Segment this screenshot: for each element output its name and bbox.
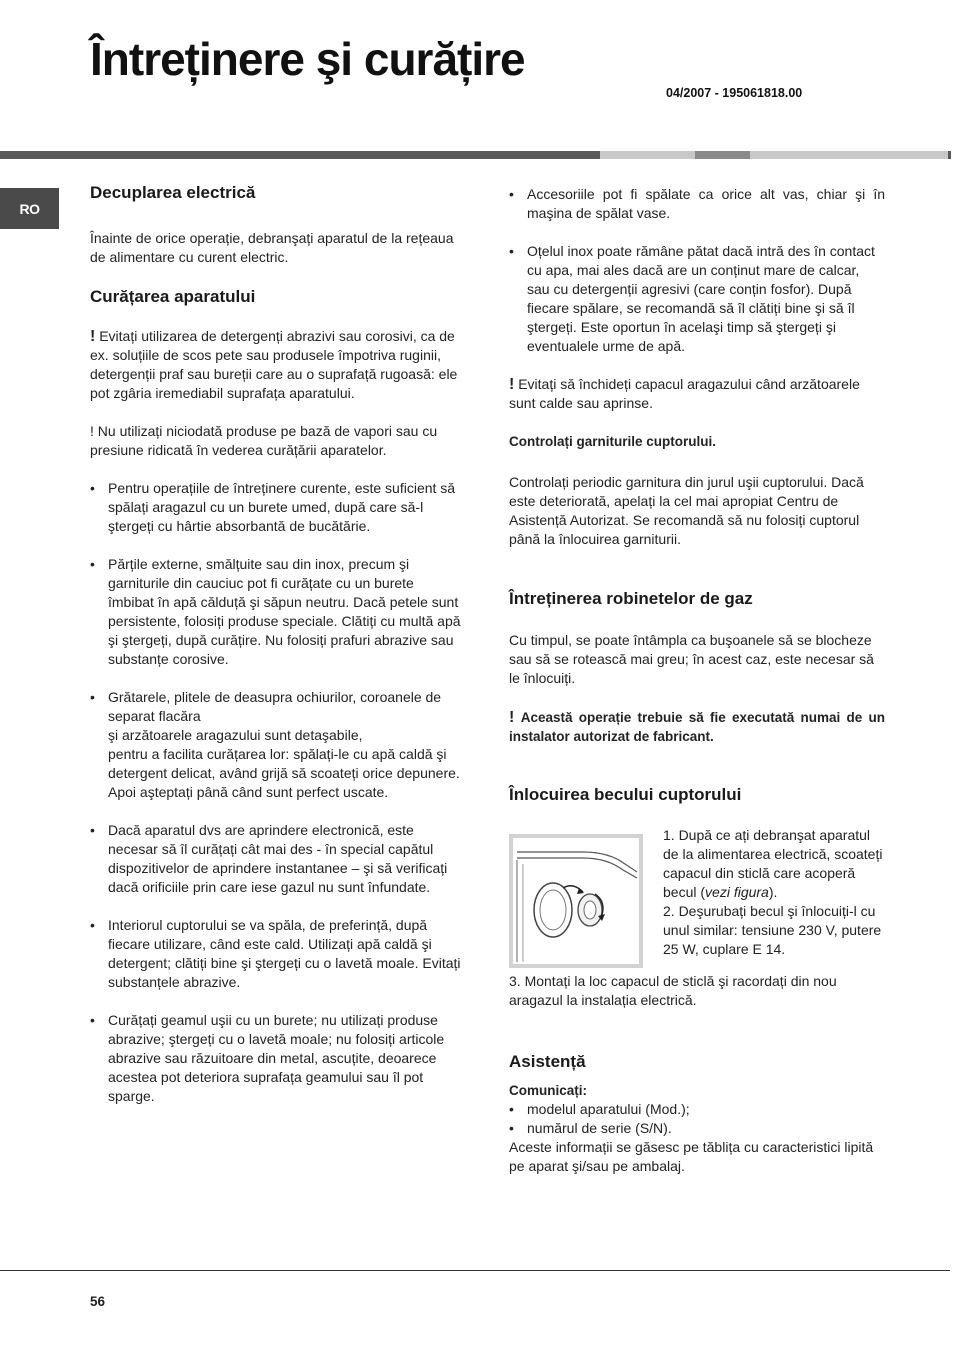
warning-lid-text: Evitați să închideți capacul aragazului când arzătoarele sunt calde sau aprinse. (509, 376, 860, 411)
warning-installer-text: Această operație trebuie să fie executată numai de un instalator autorizat de fabricant. (509, 710, 885, 744)
language-tab: RO (0, 188, 59, 229)
list-item (90, 688, 462, 802)
warning-lid (509, 375, 885, 413)
list-item-text: Părțile externe, smălțuite sau din inox, precum şi garniturile din cauciuc pot fi curățate cu un burete îmbibat în apă călduță şi săpun neutru. Dacă petele sunt persistente, folosiți produse speciale. Clătiți cu multă apă şi ştergeți, după curățire. Nu folosiți prafuri abrazive sau substanțe corosive. (108, 556, 461, 667)
warning-mark: ! (509, 709, 515, 726)
section-heading-electrical: Decuplarea electrică (90, 183, 256, 202)
header-bar-mid (695, 151, 750, 159)
warning-abrasives-text: Evitați utilizarea de detergenți abrazivi sau corosivi, ca de ex. soluțiile de scos pete sau produsele împotriva ruginii, detergenții praf sau bureții care au o suprafață rugoasă: ele pot zgâria iremediabil suprafața aparatului. (90, 328, 458, 401)
list-item-text: Interiorul cuptorului se va spăla, de preferință, după fiecare utilizare, când este cald. Utilizați apă caldă şi detergent; clătiți bine şi ştergeți cu o lavetă moale. Evitați substanțele abrazive. (108, 917, 461, 990)
list-item-text: modelul aparatului (Mod.); (527, 1101, 690, 1117)
oven-bulb-figure (509, 834, 643, 968)
list-item-text: numărul de serie (S/N). (527, 1120, 672, 1136)
paragraph-rating-plate: Aceste informații se găsesc pe tăblița cu caracteristici lipită pe aparat şi/sau pe ambalaj. (509, 1139, 874, 1174)
header-bar-dark (0, 151, 600, 159)
header-bar-tick (948, 151, 951, 159)
bulb-step-2: 2. Deşurubați becul şi înlocuiți-l cu unul similar: tensiune 230 V, putere 25 W, cuplare E 14. (663, 903, 882, 957)
list-item-text: Dacă aparatul dvs are aprindere electronică, este necesar să îl curățați cât mai des - în special capătul dispozitivelor de aprindere instantanee – şi să verificați dacă orificiile prin care iese gazul nu sunt înfundate. (108, 822, 448, 895)
left-column (90, 180, 462, 1106)
list-item (509, 242, 885, 356)
see-figure-reference: vezi figura (705, 884, 769, 900)
page-number: 56 (90, 1294, 106, 1309)
paragraph-gas-taps: Cu timpul, se poate întâmpla ca buşoanele să se blocheze sau să se rotească mai greu; în acest caz, este necesar să le înlocuiți. (509, 632, 874, 686)
section-heading-oven-bulb: Înlocuirea becului cuptorului (509, 785, 742, 804)
list-item (509, 185, 885, 223)
bulb-step-1-end: ). (768, 884, 778, 900)
list-item (90, 555, 462, 669)
list-item (90, 916, 462, 992)
warning-mark: ! (90, 328, 96, 345)
right-column (509, 185, 885, 1176)
header-bar-light (600, 151, 695, 159)
list-item-text: Oțelul inox poate rămâne pătat dacă intră des în contact cu apa, mai ales dacă are un conținut mare de calcar, sau cu detergenții agresivi (care conțin fosfor). După fiecare spălare, se recomandă să îl clătiți bine şi să îl ştergeți. Este oportun în acelaşi timp să ştergeți şi eventualele urme de apă. (527, 243, 875, 354)
bulb-replacement-block (509, 826, 885, 1010)
list-item-text: • Grătarele, plitele de deasupra ochiurilor, coroanele de separat flacăra (108, 689, 442, 724)
list-item (90, 479, 462, 536)
list-item-text: Accesoriile pot fi spălate ca orice alt vas, chiar şi în maşina de spălat vase. (527, 186, 885, 221)
footer-rule (0, 1270, 950, 1271)
warning-installer (509, 708, 885, 746)
page-title: Întreținere şi curățire (90, 33, 525, 85)
list-item (509, 1119, 885, 1138)
bulb-step-3: 3. Montați la loc capacul de sticlă şi racordați din nou aragazul la instalația electrică. (509, 973, 837, 1008)
list-item (90, 821, 462, 897)
bulb-step-1-text: 1. După ce ați debranşat aparatul de la alimentarea electrică, scoateți capacul din sticlă care acoperă becul ( (663, 827, 883, 900)
list-item (90, 1011, 462, 1106)
list-item-text: pentru a facilita curățarea lor: spălați-le cu apă caldă şi detergent delicat, având grijă să scoateți orice depunere. Apoi aşteptați până când sunt perfect uscate. (108, 746, 460, 800)
header-bar-light-end (750, 151, 948, 159)
paragraph-electrical: Înainte de orice operație, debranşați aparatul de la rețeaua de alimentare cu curent electric. (90, 230, 454, 265)
section-heading-assistance: Asistență (509, 1052, 586, 1071)
subheading-communicate: Comunicați: (509, 1083, 588, 1098)
paragraph-gasket: Controlați periodic garnitura din jurul uşii cuptorului. Dacă este deteriorată, apelați la cel mai apropiat Centru de Asistență Autorizat. Se recomandă să nu folosiți cuptorul până la înlocuirea garniturii. (509, 474, 864, 547)
document-reference: 04/2007 - 195061818.00 (666, 86, 803, 100)
list-item-text: şi arzătoarele aragazului sunt detaşabile, (108, 727, 363, 743)
list-item (509, 1100, 885, 1119)
section-heading-gas-taps: Întreținerea robinetelor de gaz (509, 589, 753, 608)
warning-abrasives (90, 327, 462, 403)
section-heading-cleaning: Curățarea aparatului (90, 287, 256, 306)
warning-mark: ! (509, 376, 515, 393)
subheading-gasket: Controlați garniturile cuptorului. (509, 434, 716, 449)
list-item-text: Curățați geamul uşii cu un burete; nu utilizați produse abrazive; ştergeți cu o lavetă moale; nu folosiți articole abrazive sau răzuitoare din metal, ascuțite, deoarece acestea pot deteriora suprafața geamului sau îl pot sparge. (108, 1012, 445, 1104)
oven-bulb-illustration (513, 838, 639, 964)
list-item-text: Pentru operațiile de întreținere curente, este suficient să spălați aragazul cu un burete umed, după care să-l ştergeți cu hârtie absorbantă de bucătărie. (108, 480, 456, 534)
warning-steam: ! Nu utilizați niciodată produse pe bază de vapori sau cu presiune ridicată în vederea curățării aparatelor. (90, 423, 438, 458)
